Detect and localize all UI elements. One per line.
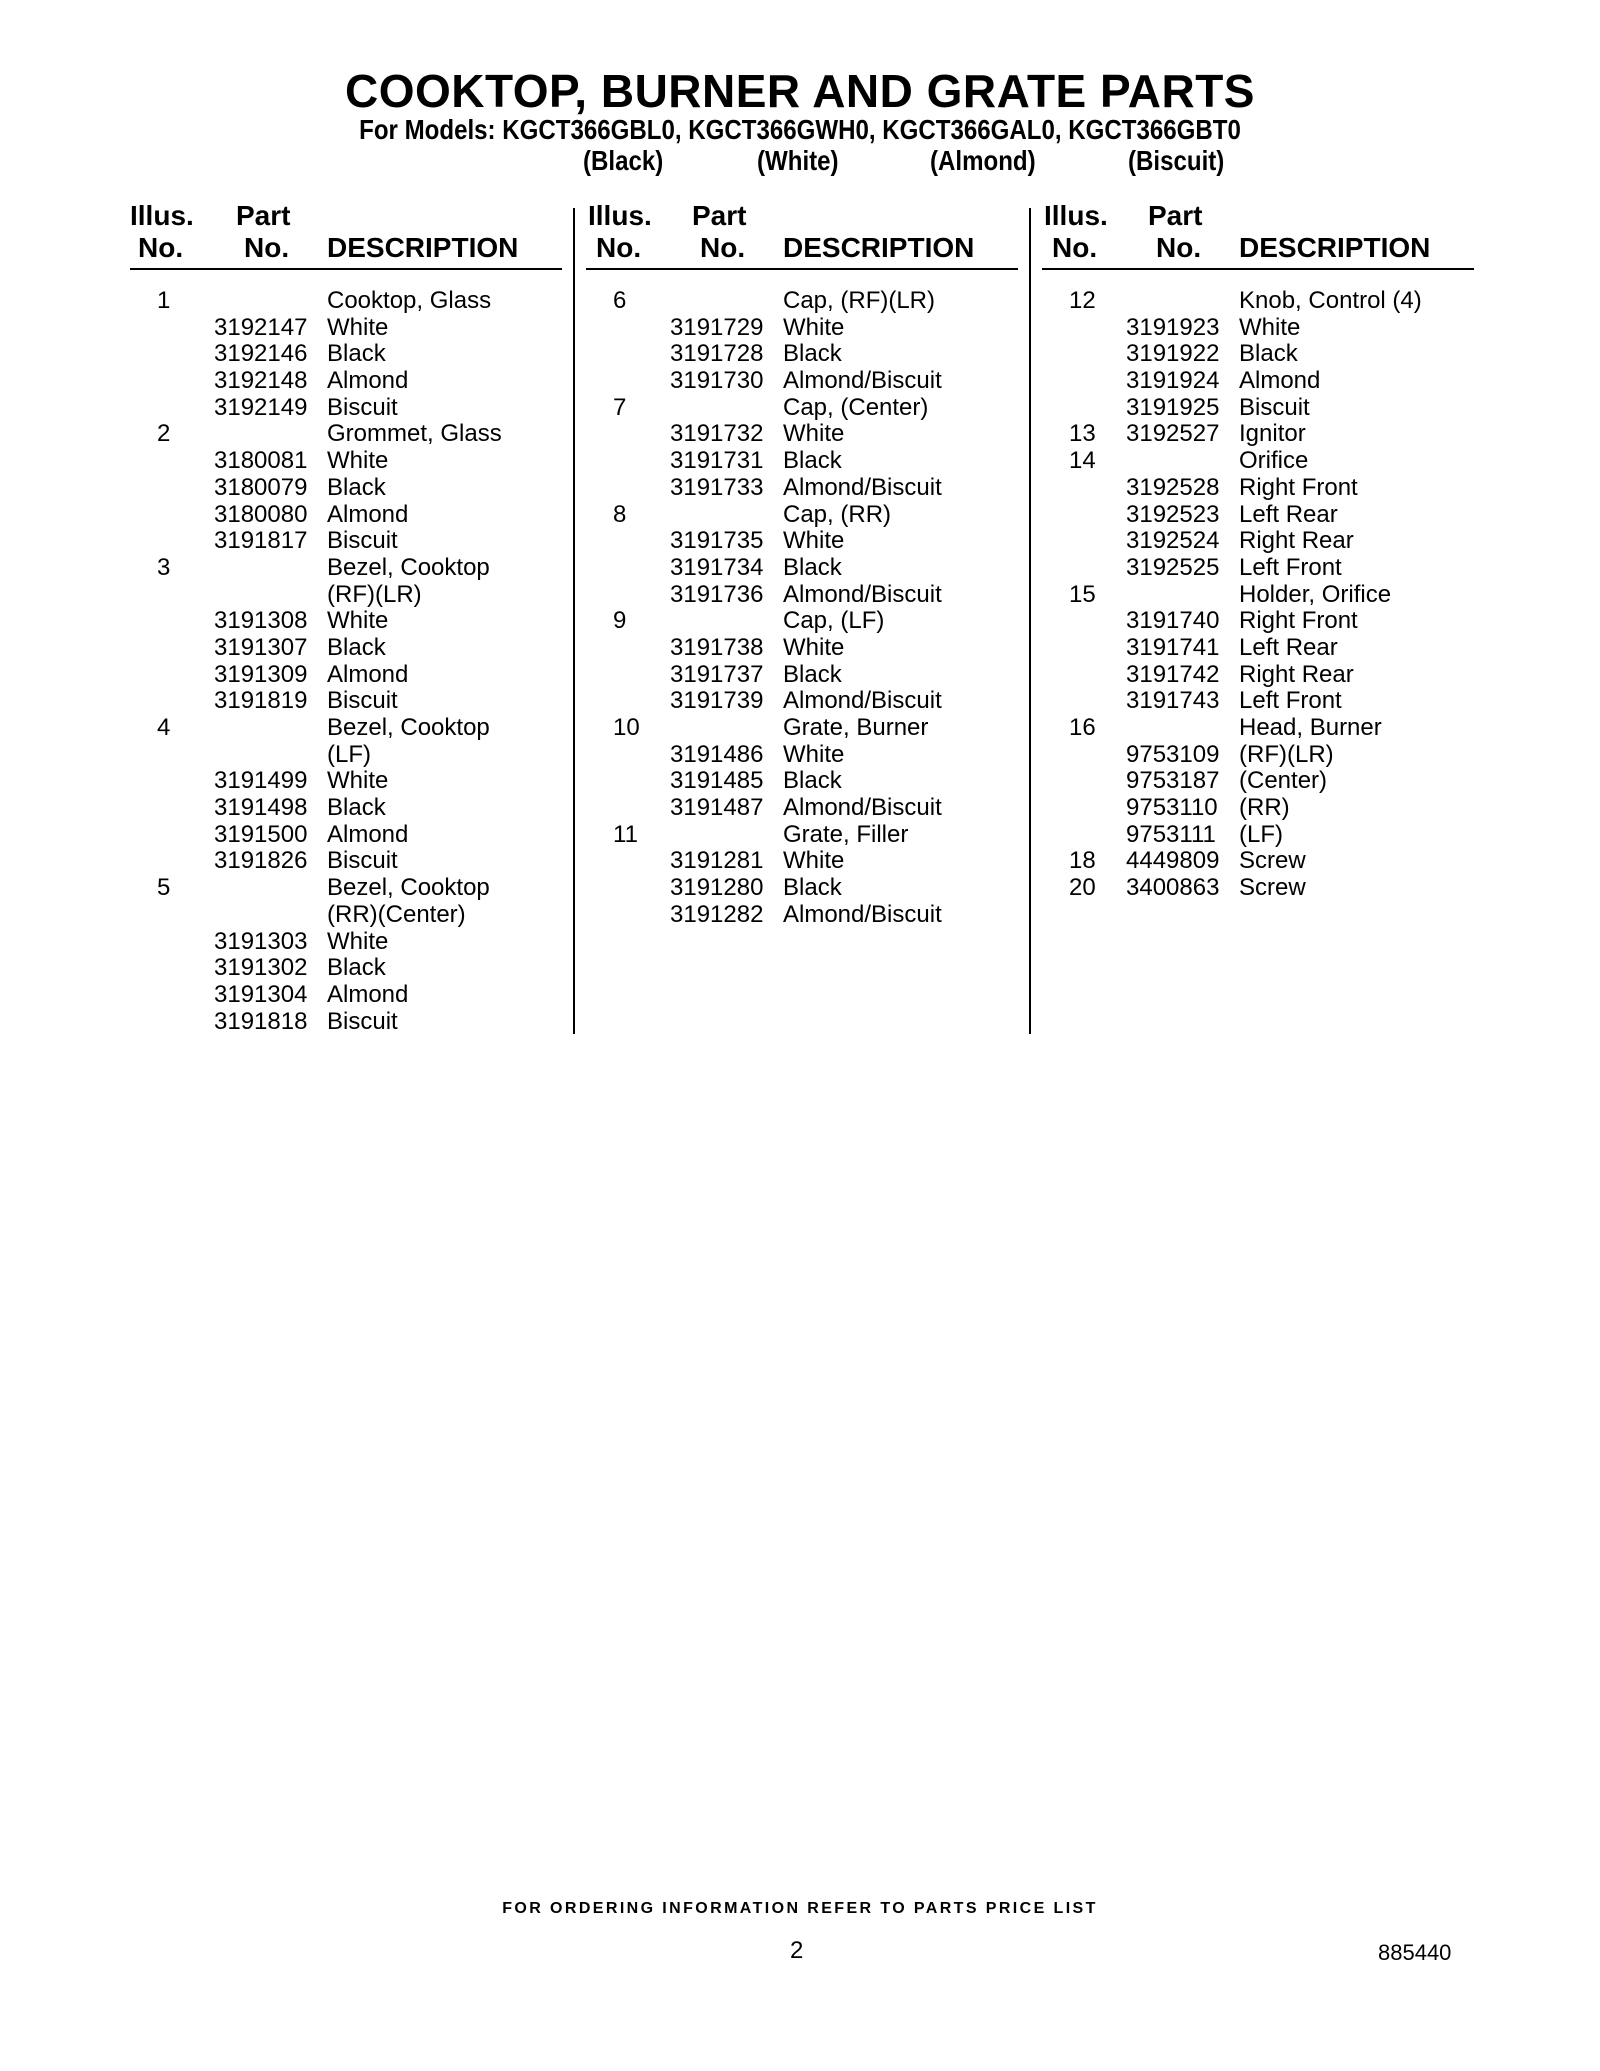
part-number: 3191817 (214, 527, 308, 555)
header-description: DESCRIPTION (783, 232, 975, 263)
parts-list-2 (586, 288, 1016, 929)
part-description: Right Front (1239, 473, 1358, 501)
part-number: 3191303 (214, 927, 308, 955)
part-description: Cooktop, Glass (327, 287, 492, 314)
part-description: Biscuit (327, 1007, 398, 1035)
part-row (130, 368, 560, 395)
part-description: White (783, 740, 845, 768)
part-description: (LF) (1239, 820, 1283, 848)
part-number: 3191742 (1126, 660, 1220, 688)
part-number: 3191923 (1126, 313, 1220, 341)
part-row (130, 822, 560, 849)
part-number: 3191925 (1126, 393, 1220, 421)
part-row (1042, 502, 1472, 529)
part-row (130, 902, 560, 929)
part-row (130, 288, 560, 315)
part-row (130, 315, 560, 342)
part-number: 3192524 (1126, 527, 1220, 555)
part-description: Holder, Orifice (1239, 580, 1392, 608)
part-number: 3191499 (214, 767, 308, 795)
part-description: (RR) (1239, 794, 1290, 822)
part-number: 3191826 (214, 847, 308, 875)
part-number: 9753109 (1126, 740, 1220, 768)
part-description: Biscuit (327, 687, 398, 715)
part-row (130, 742, 560, 769)
model-colors (0, 145, 1600, 177)
part-row (130, 688, 560, 715)
part-description: Screw (1239, 847, 1306, 875)
color-biscuit: (Biscuit) (1128, 145, 1225, 176)
part-number: 3191743 (1126, 687, 1220, 715)
part-description: Bezel, Cooktop (327, 714, 490, 741)
part-row (130, 635, 560, 662)
header-part-no: No. (1156, 232, 1202, 263)
part-description: Grate, Burner (783, 714, 929, 741)
part-description: Biscuit (327, 847, 398, 875)
part-row (586, 395, 1016, 422)
part-description: Black (327, 473, 386, 501)
part-row (130, 1009, 560, 1036)
part-row (586, 662, 1016, 689)
part-number: 3191734 (670, 553, 764, 581)
part-row (586, 795, 1016, 822)
part-row (1042, 315, 1472, 342)
part-row (586, 368, 1016, 395)
part-description: Black (1239, 340, 1298, 368)
part-description: Almond (327, 980, 409, 1008)
part-row (1042, 582, 1472, 609)
part-number: 3191729 (670, 313, 764, 341)
part-description: Screw (1239, 874, 1306, 902)
part-row (1042, 715, 1472, 742)
illus-number: 7 (613, 393, 627, 421)
part-row (130, 768, 560, 795)
illus-number: 14 (1069, 447, 1096, 475)
part-number: 3192147 (214, 313, 308, 341)
part-row (586, 315, 1016, 342)
part-row (1042, 662, 1472, 689)
illus-number: 16 (1069, 714, 1096, 741)
part-number: 3192528 (1126, 473, 1220, 501)
color-black: (Black) (583, 145, 664, 176)
illus-number: 13 (1069, 420, 1096, 448)
part-row (586, 582, 1016, 609)
part-row (586, 635, 1016, 662)
part-number: 3192523 (1126, 500, 1220, 528)
header-rule-1 (130, 268, 562, 270)
part-number: 3191733 (670, 473, 764, 501)
part-description: Almond (327, 820, 409, 848)
part-row (130, 955, 560, 982)
part-row (1042, 528, 1472, 555)
part-number: 3191738 (670, 633, 764, 661)
part-description: Biscuit (1239, 393, 1310, 421)
part-description: Almond/Biscuit (783, 687, 942, 715)
part-description: Bezel, Cooktop (327, 874, 490, 902)
illus-number: 6 (613, 287, 627, 314)
header-illus-no: No. (1052, 232, 1098, 263)
header-rule-2 (586, 268, 1018, 270)
header-part-no: No. (244, 232, 290, 263)
part-description: White (783, 313, 845, 341)
part-description: Black (783, 660, 842, 688)
part-row (1042, 341, 1472, 368)
part-description: White (783, 420, 845, 448)
part-number: 3191281 (670, 847, 764, 875)
part-row (1042, 368, 1472, 395)
illus-number: 11 (613, 820, 638, 848)
part-row (586, 341, 1016, 368)
part-description: Almond/Biscuit (783, 900, 942, 928)
part-description: Cap, (RF)(LR) (783, 287, 936, 314)
part-number: 3191922 (1126, 340, 1220, 368)
part-number: 3191728 (670, 340, 764, 368)
header-illus: Illus. (130, 200, 194, 231)
part-number: 3191302 (214, 954, 308, 982)
part-number: 3191280 (670, 874, 764, 902)
part-number: 3192146 (214, 340, 308, 368)
part-description: Almond (327, 367, 409, 395)
part-number: 3191486 (670, 740, 764, 768)
part-row (130, 608, 560, 635)
part-row (586, 608, 1016, 635)
part-row (1042, 448, 1472, 475)
part-number: 3191736 (670, 580, 764, 608)
part-description: Biscuit (327, 393, 398, 421)
header-illus: Illus. (1044, 200, 1108, 231)
part-description: (LF) (327, 740, 371, 768)
part-description: Left Rear (1239, 500, 1338, 528)
header-part-no: No. (700, 232, 746, 263)
part-description: Right Front (1239, 607, 1358, 635)
part-description: Almond/Biscuit (783, 473, 942, 501)
part-description: Black (783, 447, 842, 475)
illus-number: 15 (1069, 580, 1096, 608)
header-description: DESCRIPTION (1239, 232, 1431, 263)
part-row (1042, 795, 1472, 822)
part-row (130, 929, 560, 956)
part-number: 9753110 (1126, 794, 1218, 822)
part-row (1042, 608, 1472, 635)
part-description: Almond (327, 660, 409, 688)
part-description: Almond (327, 500, 409, 528)
part-row (1042, 555, 1472, 582)
part-number: 9753187 (1126, 767, 1220, 795)
illus-number: 4 (157, 714, 171, 741)
part-description: Black (327, 633, 386, 661)
part-description: Orifice (1239, 447, 1309, 475)
part-description: Biscuit (327, 527, 398, 555)
part-description: White (327, 607, 389, 635)
part-number: 3191924 (1126, 367, 1220, 395)
parts-list-3 (1042, 288, 1472, 902)
part-row (130, 528, 560, 555)
part-number: 3191732 (670, 420, 764, 448)
part-description: Black (327, 340, 386, 368)
part-number: 3191487 (670, 794, 764, 822)
header-description: DESCRIPTION (327, 232, 519, 263)
part-number: 3180079 (214, 473, 308, 501)
illus-number: 10 (613, 714, 640, 741)
part-description: White (783, 527, 845, 555)
part-row (130, 475, 560, 502)
part-description: Almond/Biscuit (783, 794, 942, 822)
page-title: COOKTOP, BURNER AND GRATE PARTS (344, 65, 1255, 117)
part-row (1042, 421, 1472, 448)
part-description: White (327, 447, 389, 475)
part-row (130, 582, 560, 609)
part-description: White (1239, 313, 1301, 341)
part-description: Left Front (1239, 553, 1342, 581)
part-number: 3192527 (1126, 420, 1220, 448)
part-description: Bezel, Cooktop (327, 553, 490, 581)
models-subtitle: For Models: KGCT366GBL0, KGCT366GWH0, KGCT366GAL0, KGCT366GBT0 (359, 114, 1241, 145)
part-description: Black (783, 340, 842, 368)
part-row (1042, 875, 1472, 902)
header-part: Part (1148, 200, 1203, 231)
illus-number: 1 (157, 287, 171, 314)
document-number: 885440 (1378, 1940, 1452, 1965)
part-description: Knob, Control (4) (1239, 287, 1422, 314)
color-almond: (Almond) (930, 145, 1036, 176)
part-row (130, 341, 560, 368)
part-description: Right Rear (1239, 527, 1354, 555)
part-row (586, 555, 1016, 582)
part-description: Black (783, 553, 842, 581)
header-rule-3 (1042, 268, 1474, 270)
part-row (1042, 768, 1472, 795)
part-description: Black (783, 767, 842, 795)
part-description: White (327, 313, 389, 341)
part-number: 3191500 (214, 820, 308, 848)
part-description: Black (327, 954, 386, 982)
part-row (586, 768, 1016, 795)
part-row (586, 742, 1016, 769)
part-row (1042, 288, 1472, 315)
part-number: 3191819 (214, 687, 308, 715)
illus-number: 20 (1069, 874, 1096, 902)
part-description: Left Front (1239, 687, 1342, 715)
part-description: White (327, 927, 389, 955)
part-row (130, 875, 560, 902)
part-row (586, 502, 1016, 529)
illus-number: 9 (613, 607, 627, 635)
part-description: Grate, Filler (783, 820, 909, 848)
part-number: 3192525 (1126, 553, 1220, 581)
part-row (1042, 848, 1472, 875)
illus-number: 12 (1069, 287, 1096, 314)
part-description: Almond/Biscuit (783, 580, 942, 608)
part-row (1042, 742, 1472, 769)
part-number: 3180080 (214, 500, 308, 528)
part-number: 3191304 (214, 980, 308, 1008)
illus-number: 2 (157, 420, 171, 448)
part-row (1042, 635, 1472, 662)
part-row (130, 982, 560, 1009)
header-illus: Illus. (588, 200, 652, 231)
part-description: (RF)(LR) (1239, 740, 1334, 768)
part-description: Black (783, 874, 842, 902)
part-number: 3191498 (214, 794, 308, 822)
part-description: Head, Burner (1239, 714, 1382, 741)
part-row (1042, 475, 1472, 502)
part-row (130, 848, 560, 875)
part-description: Cap, (RR) (783, 500, 892, 528)
illus-number: 5 (157, 874, 171, 902)
part-row (130, 421, 560, 448)
part-row (1042, 688, 1472, 715)
part-row (130, 395, 560, 422)
part-number: 3192148 (214, 367, 308, 395)
part-number: 3191739 (670, 687, 764, 715)
part-description: Left Rear (1239, 633, 1338, 661)
ordering-note: FOR ORDERING INFORMATION REFER TO PARTS PRICE LIST (502, 1900, 1098, 1917)
part-row (130, 448, 560, 475)
part-number: 3191282 (670, 900, 764, 928)
part-row (586, 822, 1016, 849)
part-number: 3191740 (1126, 607, 1220, 635)
part-row (586, 848, 1016, 875)
illus-number: 3 (157, 553, 171, 581)
color-white: (White) (757, 145, 839, 176)
part-row (130, 715, 560, 742)
part-description: White (327, 767, 389, 795)
part-description: Right Rear (1239, 660, 1354, 688)
part-number: 3191735 (670, 527, 764, 555)
part-row (586, 902, 1016, 929)
part-number: 3191741 (1126, 633, 1220, 661)
column-divider-2 (1029, 208, 1031, 1034)
illus-number: 8 (613, 500, 627, 528)
column-divider-1 (573, 208, 575, 1034)
part-row (130, 662, 560, 689)
part-number: 3191731 (670, 447, 764, 475)
part-description: Cap, (LF) (783, 607, 885, 635)
part-row (586, 715, 1016, 742)
part-number: 3191730 (670, 367, 764, 395)
part-row (586, 528, 1016, 555)
part-description: White (783, 847, 845, 875)
part-number: 3400863 (1126, 874, 1220, 902)
part-description: Almond/Biscuit (783, 367, 942, 395)
parts-list-1 (130, 288, 560, 1035)
part-description: Cap, (Center) (783, 393, 929, 421)
part-description: (Center) (1239, 767, 1328, 795)
part-number: 9753111 (1126, 820, 1216, 848)
part-number: 3191737 (670, 660, 764, 688)
part-row (130, 502, 560, 529)
part-number: 3191818 (214, 1007, 308, 1035)
header-part: Part (236, 200, 291, 231)
part-number: 3191309 (214, 660, 308, 688)
part-number: 3180081 (214, 447, 308, 475)
part-row (586, 448, 1016, 475)
page-number: 2 (790, 1937, 804, 1964)
part-row (1042, 395, 1472, 422)
part-description: White (783, 633, 845, 661)
part-row (586, 288, 1016, 315)
part-description: (RF)(LR) (327, 580, 422, 608)
header-part: Part (692, 200, 747, 231)
part-row (130, 795, 560, 822)
part-number: 3191485 (670, 767, 764, 795)
part-row (586, 875, 1016, 902)
part-description: (RR)(Center) (327, 900, 466, 928)
part-number: 3191307 (214, 633, 308, 661)
header-illus-no: No. (596, 232, 642, 263)
part-number: 4449809 (1126, 847, 1220, 875)
part-row (586, 421, 1016, 448)
part-number: 3191308 (214, 607, 308, 635)
illus-number: 18 (1069, 847, 1096, 875)
part-description: Black (327, 794, 386, 822)
part-row (586, 688, 1016, 715)
part-description: Grommet, Glass (327, 420, 502, 448)
part-row (1042, 822, 1472, 849)
part-row (586, 475, 1016, 502)
part-description: Almond (1239, 367, 1321, 395)
header-illus-no: No. (138, 232, 184, 263)
part-number: 3192149 (214, 393, 308, 421)
part-row (130, 555, 560, 582)
part-description: Ignitor (1239, 420, 1306, 448)
